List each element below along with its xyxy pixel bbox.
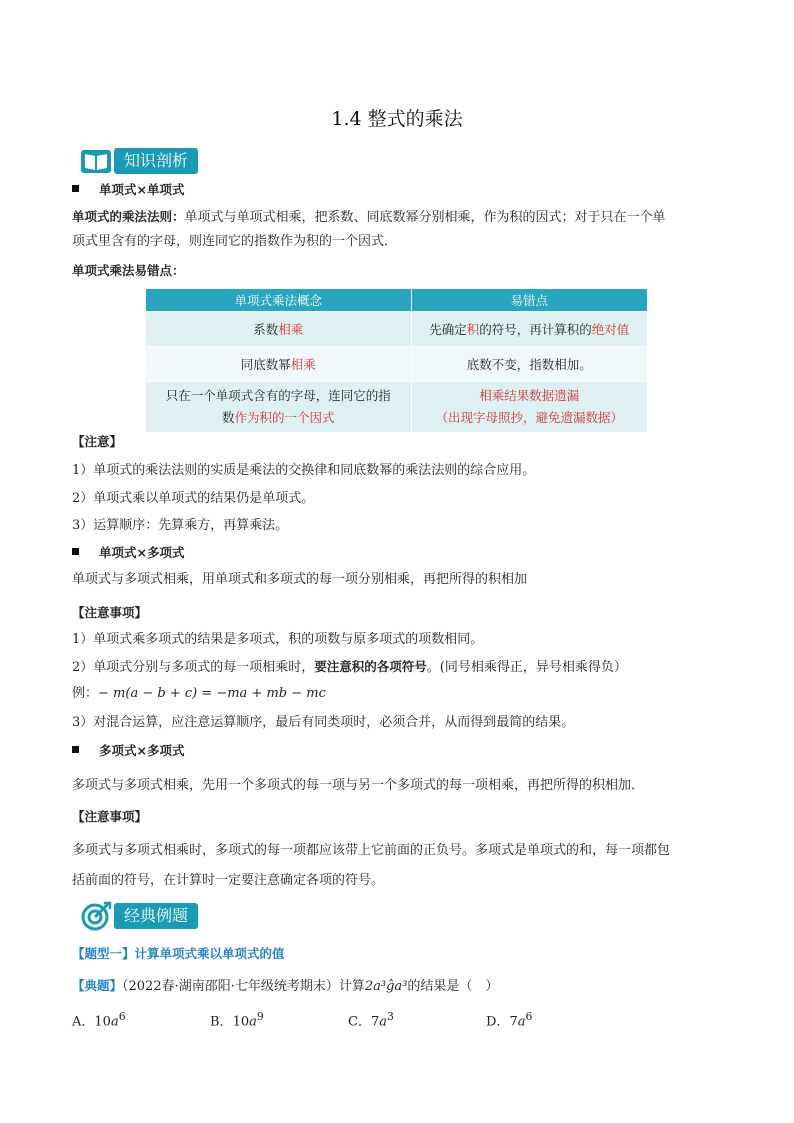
note-heading: 【注意事项】 [72, 809, 148, 824]
table-row: 只在一个单项式含有的字母，连同它的指 数作为积的一个因式 相乘结果数据遗漏 （出现字母照抄，避免遗漏数据） [146, 382, 648, 433]
section-text: 单项式与多项式相乘，用单项式和多项式的每一项分别相乘，再把所得的积相加 [72, 572, 528, 587]
book-icon [80, 146, 112, 176]
table-row: 系数相乘 先确定积的符号，再计算积的绝对值 [146, 312, 648, 347]
note-item: 1）单项式乘多项式的结果是多项式，积的项数与原多项式的项数相同。 [72, 632, 484, 647]
target-arrow-icon [80, 901, 112, 931]
pitfall-table [145, 288, 648, 433]
table-header: 易错点 [411, 289, 647, 312]
pitfall-heading: 单项式乘法易错点： [72, 263, 185, 278]
note-paragraph: 多项式与多项式相乘时，多项式的每一项都应该带上它前面的正负号。多项式是单项式的和，每一项都包 括前面的符号，在计算时一定要注意确定各项的符号。 [72, 843, 671, 888]
page-title: 1.4 整式的乘法 [331, 108, 463, 130]
question-type-heading: 【题型一】计算单项式乘以单项式的值 [72, 946, 285, 961]
option-a: A．$10a^6$ [72, 1010, 126, 1030]
note-item: 1）单项式的乘法法则的实质是乘法的交换律和同底数幂的乘法法则的综合应用。 [72, 463, 536, 478]
note-item: 3）运算顺序：先算乘方，再算乘法。 [72, 518, 289, 533]
option-b: B．$10a^9$ [210, 1010, 264, 1030]
section-banner-examples [80, 901, 198, 931]
option-c: C．$7a^3$ [348, 1010, 394, 1030]
table-row: 同底数幂相乘 底数不变，指数相加。 [146, 347, 648, 382]
banner-label: 知识剖析 [114, 148, 198, 174]
rule-paragraph: 单项式的乘法法则：单项式与单项式相乘，把系数、同底数幂分别相乘，作为积的因式；对于只在一个单 项式里含有的字母，则连同它的指数作为积的一个因式． [72, 209, 666, 249]
note-heading: 【注意事项】 [72, 605, 148, 620]
banner-label: 经典例题 [114, 903, 198, 929]
table-header: 单项式乘法概念 [146, 289, 412, 312]
note-item: 3）对混合运算，应注意运算顺序，最后有同类项时，必须合并，从而得到最简的结果。 [72, 715, 575, 730]
section-text: 多项式与多项式相乘，先用一个多项式的每一项与另一个多项式的每一项相乘，再把所得的积相加． [72, 778, 645, 793]
example-formula: 例：− m(a − b + c) = −ma + mb − mc [72, 686, 326, 701]
option-d: D．$7a^6$ [486, 1010, 533, 1030]
section-heading: 多项式×多项式 [72, 741, 184, 759]
section-banner-knowledge [80, 146, 198, 176]
question-stem: 【典题】（2022春·湖南邵阳·七年级统考期末）计算2a³ĝa³的结果是（ ） [72, 978, 499, 994]
section-heading: 单项式×多项式 [72, 543, 184, 561]
section-heading: 单项式×单项式 [72, 180, 184, 198]
note-item: 2）单项式分别与多项式的每一项相乘时，要注意积的各项符号。(同号相乘得正，异号相乘得负） [72, 659, 627, 675]
note-item: 2）单项式乘以单项式的结果仍是单项式。 [72, 491, 315, 506]
note-heading: 【注意】 [72, 434, 123, 449]
